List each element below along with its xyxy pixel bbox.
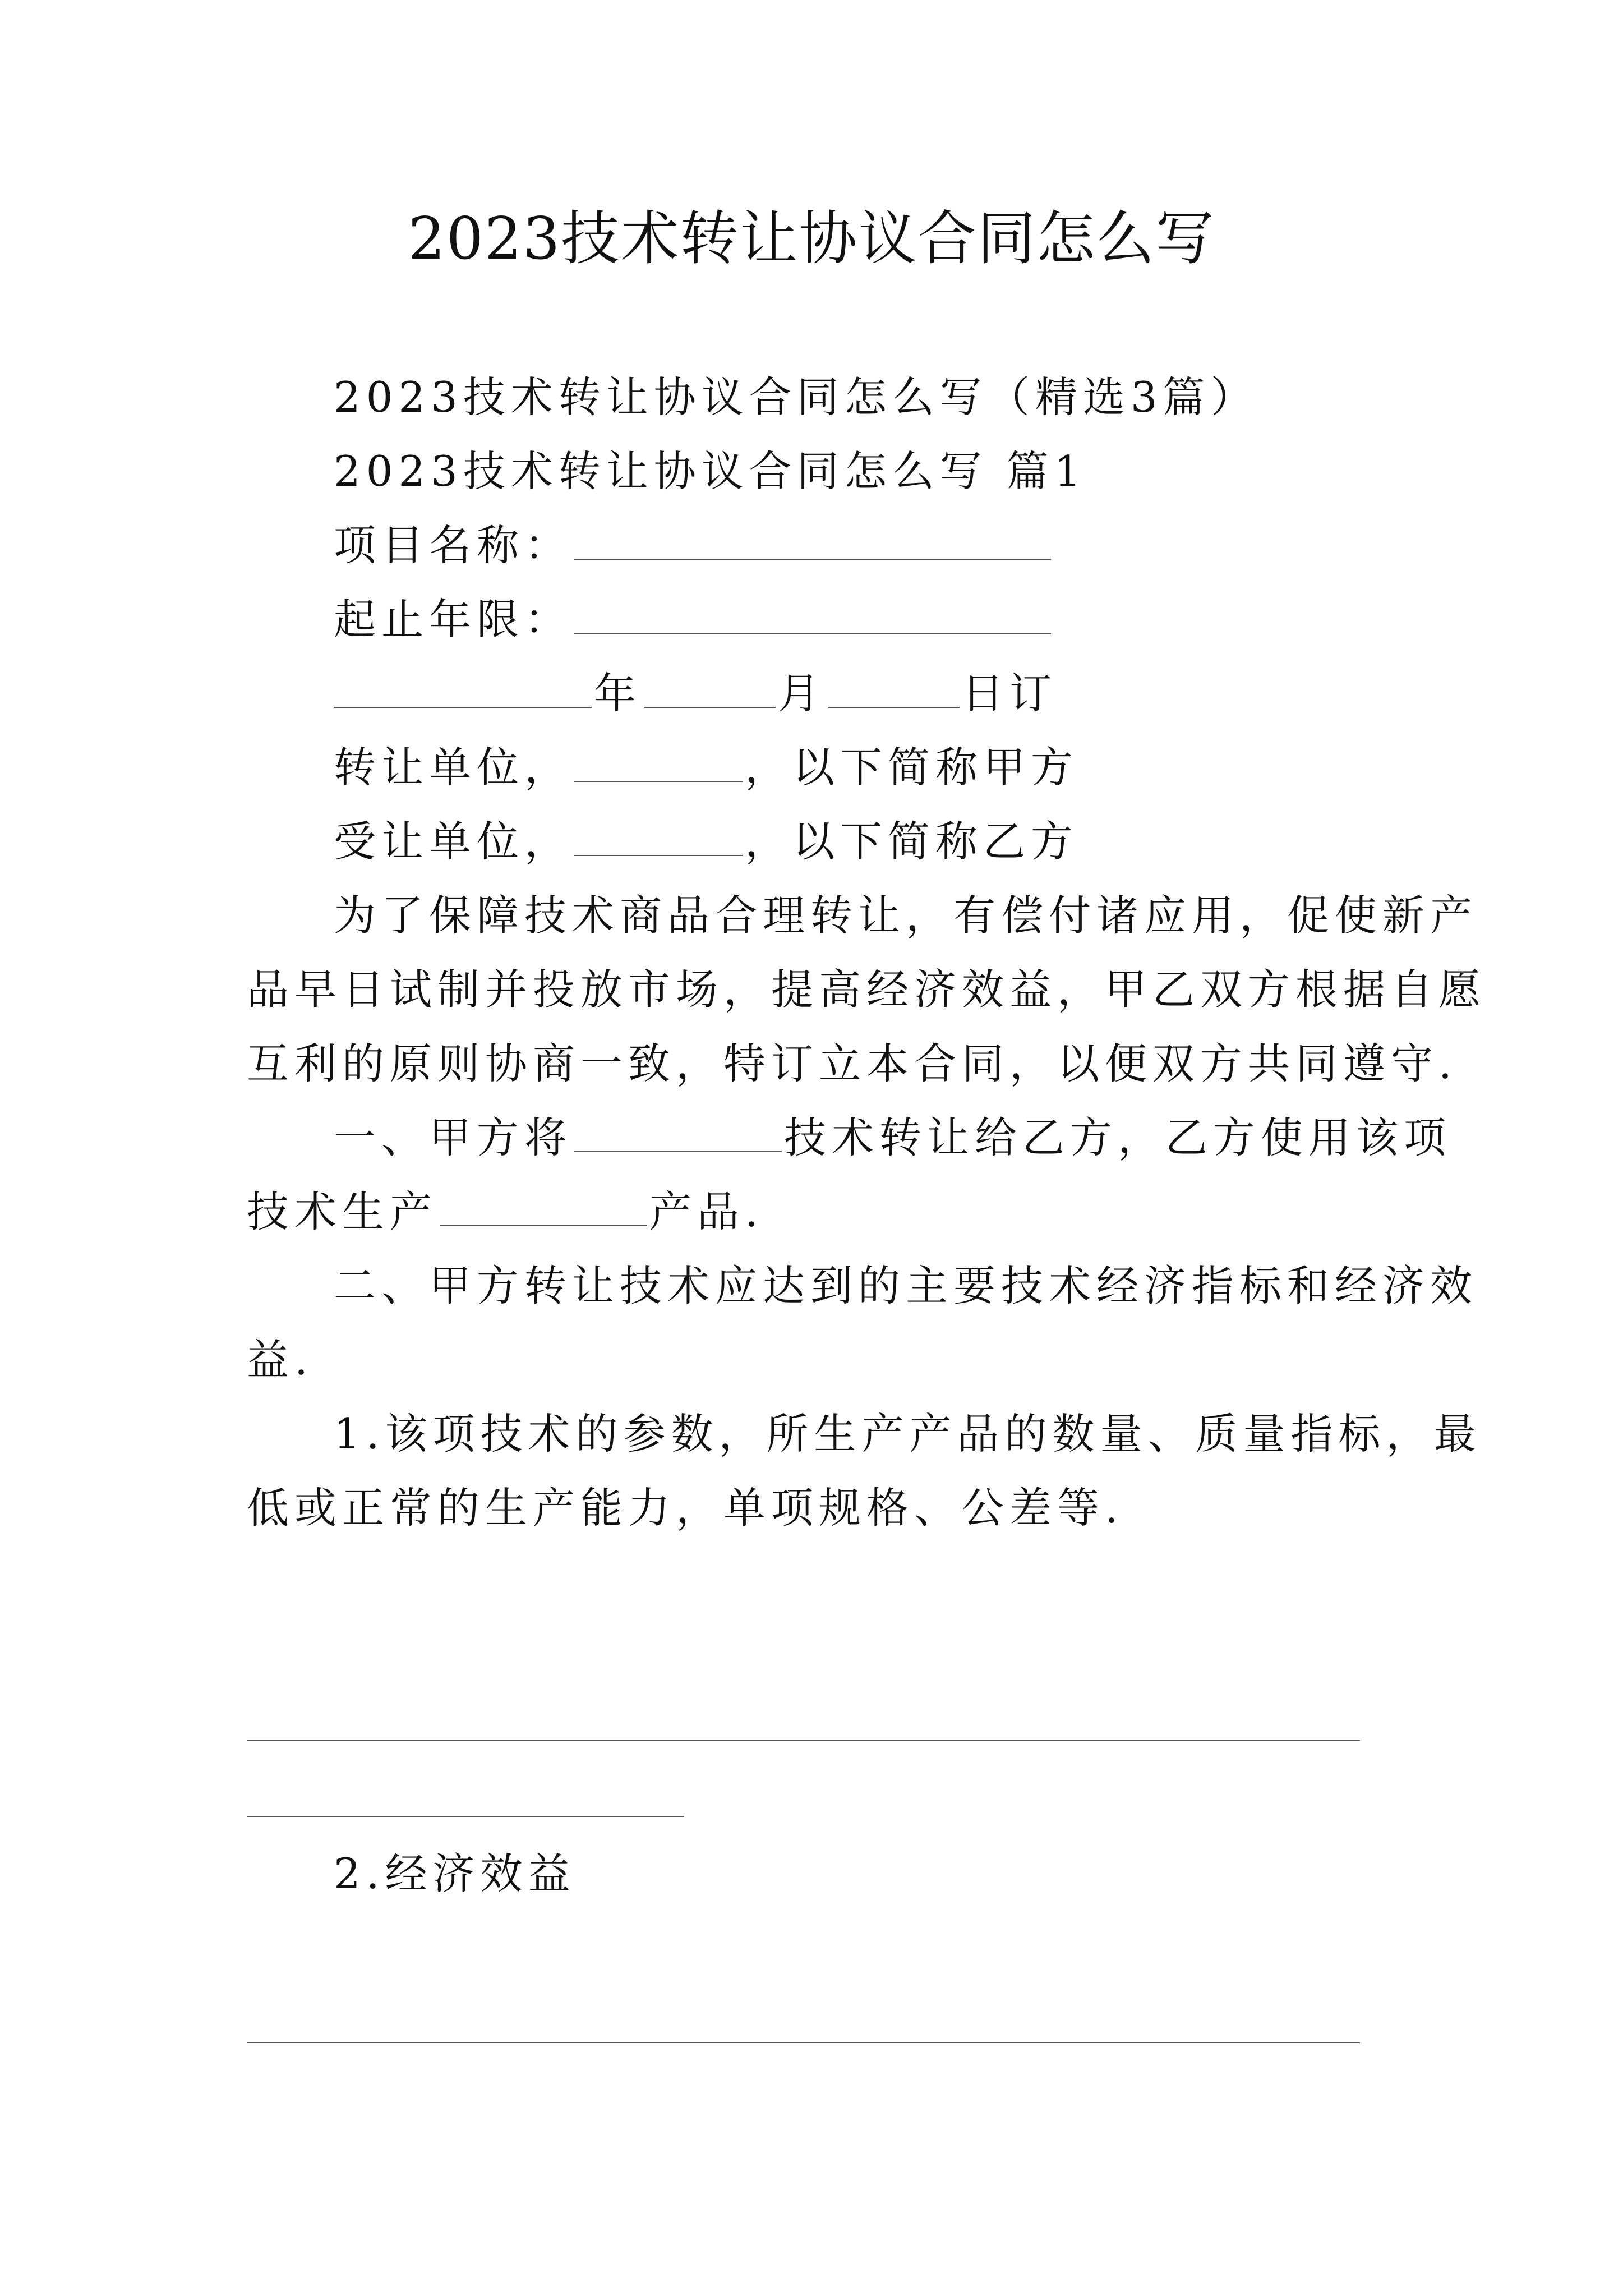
clause-1-line-1 xyxy=(334,1110,1451,1166)
clause-1-part-4: 产品. xyxy=(649,1187,764,1236)
technology-name-blank[interactable] xyxy=(574,1116,782,1152)
day-blank[interactable] xyxy=(828,672,960,708)
transferor-blank[interactable] xyxy=(574,746,743,782)
item-2-fill-line[interactable] xyxy=(247,2042,1360,2043)
item-2-label: 2.经济效益 xyxy=(334,1849,576,1898)
item-1-line-2: 低或正常的生产能力，单项规格、公差等. xyxy=(247,1483,1124,1533)
period-blank[interactable] xyxy=(574,598,1051,634)
day-signed-label: 日订 xyxy=(962,669,1058,718)
transferor-suffix: ，以下简称甲方 xyxy=(745,743,1079,792)
period-label: 起止年限： xyxy=(334,595,573,644)
transferee-row xyxy=(334,813,1078,869)
preamble-line-1: 为了保障技术商品合理转让，有偿付诸应用，促使新产 xyxy=(334,891,1478,940)
year-blank[interactable] xyxy=(334,672,592,708)
document-title: 2023技术转让协议合同怎么写 xyxy=(408,204,1215,273)
clause-1-part-3: 技术生产 xyxy=(247,1187,438,1236)
month-label: 月 xyxy=(778,669,826,718)
item-1-fill-line-2[interactable] xyxy=(247,1816,684,1817)
period-row xyxy=(334,591,1053,647)
signing-date-row xyxy=(334,665,1057,721)
transferor-row xyxy=(334,739,1078,795)
project-name-blank[interactable] xyxy=(574,524,1051,560)
project-name-row xyxy=(334,517,1053,573)
section-heading: 2023技术转让协议合同怎么写 篇1 xyxy=(334,447,1087,496)
year-label: 年 xyxy=(594,669,642,718)
transferee-blank[interactable] xyxy=(574,820,743,856)
clause-1-line-2 xyxy=(247,1184,764,1240)
clause-1-part-1: 一、甲方将 xyxy=(334,1113,573,1162)
month-blank[interactable] xyxy=(644,672,776,708)
item-1-line-1: 1.该项技术的参数，所生产产品的数量、质量指标，最 xyxy=(334,1409,1482,1458)
clause-2-line-2: 益. xyxy=(247,1335,313,1384)
transferor-prefix: 转让单位， xyxy=(334,743,573,792)
transferee-prefix: 受让单位， xyxy=(334,817,573,866)
document-subtitle: 2023技术转让协议合同怎么写（精选3篇） xyxy=(334,372,1258,422)
preamble-line-3: 互利的原则协商一致，特订立本合同，以便双方共同遵守. xyxy=(247,1039,1458,1088)
clause-1-part-2: 技术转让给乙方，乙方使用该项 xyxy=(784,1113,1452,1162)
product-name-blank[interactable] xyxy=(440,1190,647,1226)
project-name-label: 项目名称： xyxy=(334,521,573,570)
clause-2-line-1: 二、甲方转让技术应达到的主要技术经济指标和经济效 xyxy=(334,1261,1478,1310)
preamble-line-2: 品早日试制并投放市场，提高经济效益，甲乙双方根据自愿 xyxy=(247,965,1487,1014)
item-1-fill-line-1[interactable] xyxy=(247,1740,1360,1741)
transferee-suffix: ，以下简称乙方 xyxy=(745,817,1079,866)
